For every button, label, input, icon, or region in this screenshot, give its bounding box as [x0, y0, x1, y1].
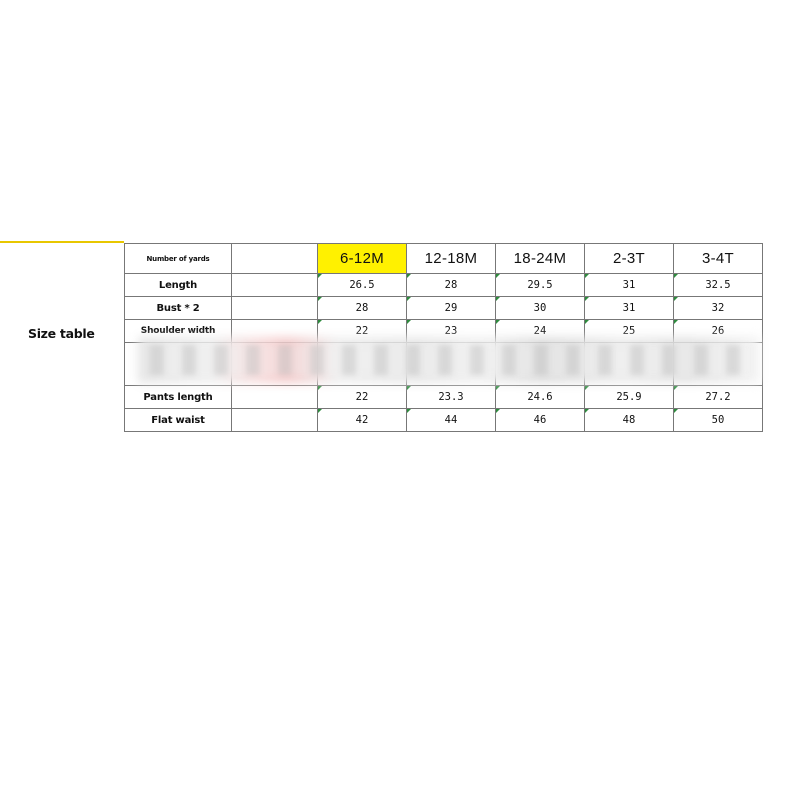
- value-cell: 31: [585, 274, 674, 297]
- value-cell: 22: [318, 386, 407, 409]
- value-cell: 42: [318, 409, 407, 432]
- table-row: [125, 409, 763, 432]
- row-label: Flat waist: [125, 409, 232, 432]
- row-label: Bust * 2: [125, 297, 232, 320]
- value-cell: 31: [585, 297, 674, 320]
- row-label: Length: [125, 274, 232, 297]
- blank-cell: [232, 409, 318, 432]
- value-cell: 24: [496, 320, 585, 343]
- value-cell: 24.6: [496, 386, 585, 409]
- size-header-cell: 3-4T: [674, 244, 763, 274]
- value-cell: 28: [318, 297, 407, 320]
- size-header-cell: 2-3T: [585, 244, 674, 274]
- value-cell: 30: [496, 297, 585, 320]
- value-cell: 29: [407, 297, 496, 320]
- value-cell: 32: [674, 297, 763, 320]
- value-cell: 28: [407, 274, 496, 297]
- blank-cell: [232, 274, 318, 297]
- value-cell: 50: [674, 409, 763, 432]
- value-cell: 25.9: [585, 386, 674, 409]
- blank-cell: [232, 386, 318, 409]
- blank-cell: [232, 297, 318, 320]
- row-label: Pants length: [125, 386, 232, 409]
- table-row: [125, 274, 763, 297]
- accent-line: [0, 241, 124, 243]
- value-cell: 25: [585, 320, 674, 343]
- value-cell: 23.3: [407, 386, 496, 409]
- value-cell: 29.5: [496, 274, 585, 297]
- value-cell: 23: [407, 320, 496, 343]
- table-row: [125, 297, 763, 320]
- row-label: Shoulder width: [125, 320, 232, 343]
- header-label-cell: Number of yards: [125, 244, 232, 274]
- value-cell: 26.5: [318, 274, 407, 297]
- value-cell: 22: [318, 320, 407, 343]
- value-cell: 48: [585, 409, 674, 432]
- table-header-row: [125, 244, 763, 274]
- table-row: [125, 386, 763, 409]
- value-cell: 27.2: [674, 386, 763, 409]
- blurred-watermark-texture: [150, 345, 750, 375]
- size-table-label: Size table: [28, 326, 95, 341]
- value-cell: 46: [496, 409, 585, 432]
- size-header-cell: 18-24M: [496, 244, 585, 274]
- header-blank-cell: [232, 244, 318, 274]
- size-header-cell: 12-18M: [407, 244, 496, 274]
- size-header-cell: 6-12M: [318, 244, 407, 274]
- value-cell: 44: [407, 409, 496, 432]
- value-cell: 26: [674, 320, 763, 343]
- value-cell: 32.5: [674, 274, 763, 297]
